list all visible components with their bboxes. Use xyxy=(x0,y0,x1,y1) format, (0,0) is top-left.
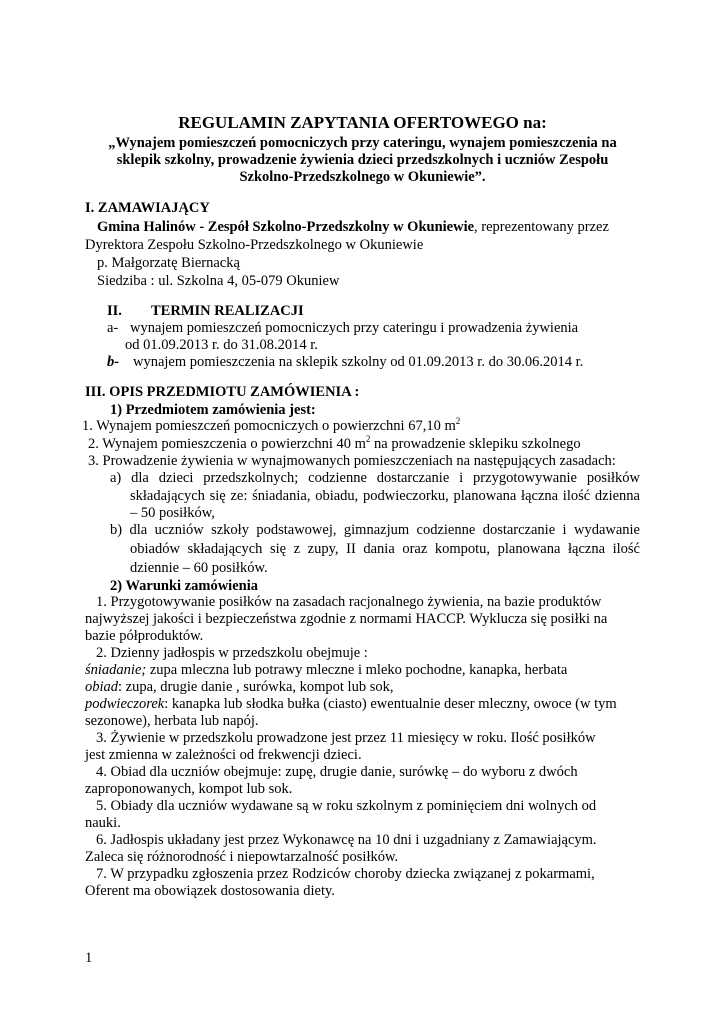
catering-a-line-1: a) dla dzieci przedszkolnych; codzienne dostarczanie i przygotowywanie posiłków xyxy=(110,470,640,486)
entity-director: Dyrektora Zespołu Szkolno-Przedszkolnego w Okuniewie xyxy=(85,237,424,253)
condition-4-line-2: zaproponowanych, kompot lub sok. xyxy=(85,781,293,797)
term-a-dates: od 01.09.2013 r. do 31.08.2014 r. xyxy=(125,337,318,353)
condition-1-line-1: 1. Przygotowywanie posiłków na zasadach racjonalnego żywienia, na bazie produktów xyxy=(96,594,602,610)
menu-lunch xyxy=(85,679,393,696)
section-3-heading: III. OPIS PRZEDMIOTU ZAMÓWIENIA : xyxy=(85,384,360,400)
subject-item-2-text: 2. Wynajem pomieszczenia o powierzchni 40 m xyxy=(88,436,366,452)
contracting-entity xyxy=(97,219,609,236)
entity-name: Gmina Halinów - Zespół Szkolno-Przedszkolny w Okuniewie xyxy=(97,219,475,235)
subtitle-line-3: Szkolno-Przedszkolnego w Okuniewie”. xyxy=(239,169,486,185)
condition-6-line-1: 6. Jadłospis układany jest przez Wykonawcę na 10 dni i uzgadniany z Zamawiającym. xyxy=(96,832,597,848)
seat-label: Siedziba : xyxy=(97,273,155,289)
section-1-heading: I. ZAMAWIAJĄCY xyxy=(85,200,210,216)
subject-item-1 xyxy=(82,418,460,435)
subject-item-1-text: 1. Wynajem pomieszczeń pomocniczych o powierzchni 67,10 m xyxy=(82,418,456,434)
menu-breakfast xyxy=(85,662,567,679)
condition-3-line-2: jest zmienna w zależności od frekwencji dzieci. xyxy=(85,747,362,763)
condition-5-line-1: 5. Obiady dla uczniów wydawane są w roku szkolnym z pominięciem dni wolnych od xyxy=(96,798,597,814)
term-b-text: wynajem pomieszczenia na sklepik szkolny od 01.09.2013 r. do 30.06.2014 r. xyxy=(133,354,584,370)
m2-superscript: 2 xyxy=(455,416,461,427)
section-2-heading: TERMIN REALIZACJI xyxy=(151,303,304,319)
seat-value: ul. Szkolna 4, 05-079 Okuniew xyxy=(154,273,340,289)
document-title: REGULAMIN ZAPYTANIA OFERTOWEGO na: xyxy=(178,113,547,132)
breakfast-text: zupa mleczna lub potrawy mleczne i mleko pochodne, kanapka, herbata xyxy=(146,662,568,678)
condition-7-line-1: 7. W przypadku zgłoszenia przez Rodziców choroby dziecka związanej z pokarmami, xyxy=(96,866,595,882)
subject-item-2-rest: na prowadzenie sklepiku szkolnego xyxy=(370,436,581,452)
condition-7-line-2: Oferent ma obowiązek dostosowania diety. xyxy=(85,883,335,899)
entity-seat xyxy=(97,273,339,290)
snack-label: podwieczorek xyxy=(85,696,165,712)
condition-1-line-2: najwyższej jakości i bezpieczeństwa zgodnie z normami HACCP. Wyklucza się posiłki na xyxy=(85,611,608,627)
condition-1-line-3: bazie półproduktów. xyxy=(85,628,204,644)
condition-2-line-1: 2. Dzienny jadłospis w przedszkolu obejmuje : xyxy=(96,645,368,661)
page-number: 1 xyxy=(85,950,93,966)
catering-b-line-3: dziennie – 60 posiłków. xyxy=(130,560,268,576)
condition-6-line-2: Zaleca się różnorodność i niepowtarzalność posiłków. xyxy=(85,849,399,865)
section-2-number: II. xyxy=(107,303,122,319)
subtitle-line-1: „Wynajem pomieszczeń pomocniczych przy cateringu, wynajem pomieszczenia na xyxy=(108,135,617,151)
catering-a-line-3: – 50 posiłków, xyxy=(130,505,215,521)
condition-3-line-1: 3. Żywienie w przedszkolu prowadzone jest przez 11 miesięcy w roku. Ilość posiłków xyxy=(96,730,596,746)
menu-snack xyxy=(85,696,617,713)
lunch-text: : zupa, drugie danie , surówka, kompot lub sok, xyxy=(118,679,394,695)
entity-represented: , reprezentowany przez xyxy=(474,219,609,235)
term-a-text: wynajem pomieszczeń pomocniczych przy cateringu i prowadzenia żywienia xyxy=(130,320,579,336)
term-b-label: b- xyxy=(107,354,120,370)
conditions-heading: 2) Warunki zamówienia xyxy=(110,578,258,594)
snack-text: : kanapka lub słodka bułka (ciasto) ewentualnie deser mleczny, owoce (w tym xyxy=(164,696,617,712)
menu-snack-line-2: sezonowe), herbata lub napój. xyxy=(85,713,259,729)
breakfast-label: śniadanie; xyxy=(85,662,147,678)
condition-5-line-2: nauki. xyxy=(85,815,121,831)
catering-b-line-2: obiadów składających się z zupy, II dania oraz kompotu, planowana łączna ilość xyxy=(130,541,640,557)
condition-4-line-1: 4. Obiad dla uczniów obejmuje: zupę, drugie danie, surówkę – do wyboru z dwóch xyxy=(96,764,578,780)
catering-a-line-2: składających się ze: śniadania, obiadu, podwieczorku, planowana łączna ilość dzienna xyxy=(130,488,640,504)
subject-heading: 1) Przedmiotem zamówienia jest: xyxy=(110,402,316,418)
subject-item-2 xyxy=(88,436,581,453)
m2-superscript: 2 xyxy=(365,434,371,445)
subtitle-line-2: sklepik szkolny, prowadzenie żywienia dzieci przedszkolnych i uczniów Zespołu xyxy=(116,152,609,168)
subject-item-3: 3. Prowadzenie żywienia w wynajmowanych pomieszczeniach na następujących zasadach: xyxy=(88,453,616,469)
entity-person: p. Małgorzatę Biernacką xyxy=(97,255,240,271)
catering-b-line-1: b) dla uczniów szkoły podstawowej, gimnazjum codzienne dostarczanie i wydawanie xyxy=(110,522,640,538)
lunch-label: obiad xyxy=(85,679,119,695)
term-a-label: a- xyxy=(107,320,119,336)
